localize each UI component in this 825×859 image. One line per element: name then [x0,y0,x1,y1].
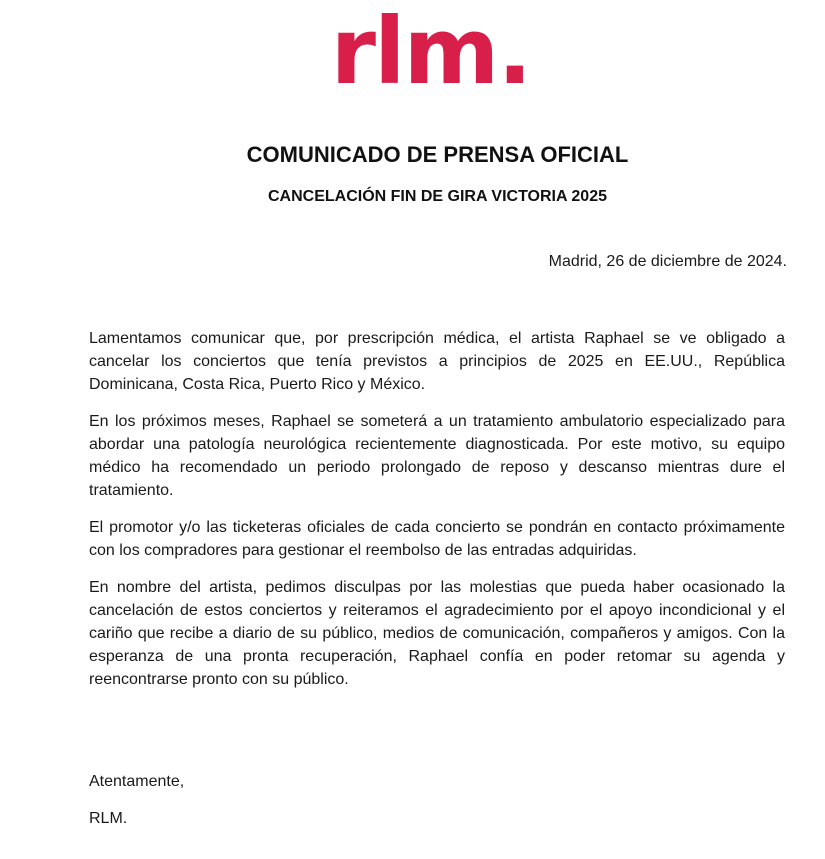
paragraph-3: El promotor y/o las ticketeras oficiales de cada concierto se pondrán en contacto próximamente con los compradores para gestionar el reembolso de las entradas adquiridas. [89,519,785,559]
document-subtitle: CANCELACIÓN FIN DE GIRA VICTORIA 2025 [267,188,607,205]
rlm-logo [0,0,825,105]
logo-text: rlm. [330,0,531,105]
signature: RLM. [89,810,128,827]
paragraph-2: En los próximos meses, Raphael se someterá a un tratamiento ambulatorio especializado para abordar una patología neurológica recientemente diagnosticada. Por este motivo, su equipo médico ha recomendado un periodo prolongado de reposo y descanso mientras dure el tratamiento. [89,413,785,499]
document-title: COMUNICADO DE PRENSA OFICIAL [246,142,629,167]
closing-salutation: Atentamente, [89,773,185,790]
dateline: Madrid, 26 de diciembre de 2024. [548,253,787,270]
document-body [89,327,785,705]
paragraph-4: En nombre del artista, pedimos disculpas por las molestias que pueda haber ocasionado la cancelación de estos conciertos y reiteramos el agradecimiento por el apoyo incondicional y el cariño que recibe a diario de su público, medios de comunicación, compañeros y amigos. Con la esperanza de una pronta recuperación, Raphael confía en poder retomar su agenda y reencontrarse pronto con su público. [89,579,785,688]
paragraph-1: Lamentamos comunicar que, por prescripción médica, el artista Raphael se ve obligado a cancelar los conciertos que tenía previstos a principios de 2025 en EE.UU., República Dominicana, Costa Rica, Puerto Rico y México. [89,330,785,393]
